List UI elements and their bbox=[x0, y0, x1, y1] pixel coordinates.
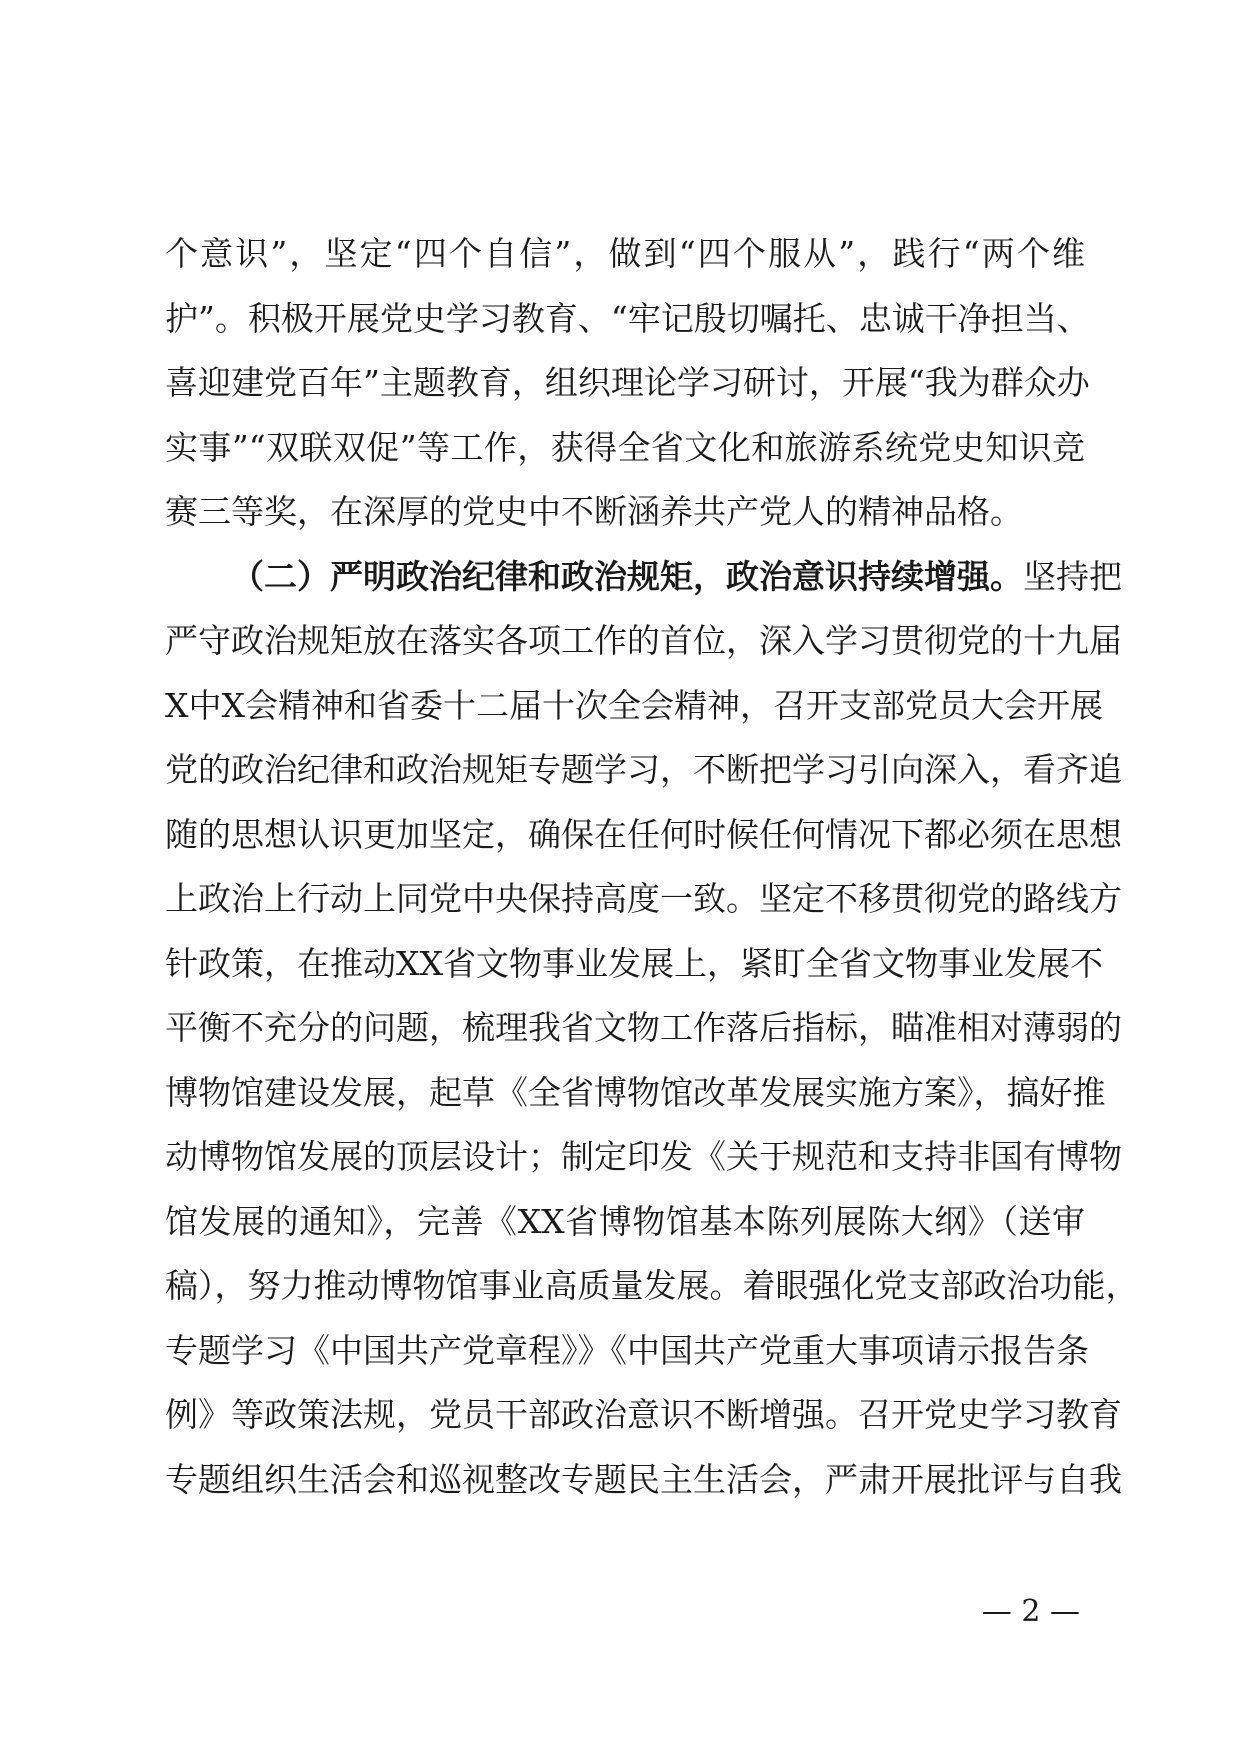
text-line: X中X会精神和省委十二届十次全会精神，召开支部党员大会开展 bbox=[165, 685, 1103, 725]
text-line: 个意识”，坚定“四个自信”，做到“四个服从”，践行“两个维 bbox=[165, 234, 1085, 273]
text-line: 党的政治纪律和政治规矩专题学习，不断把学习引向深入，看齐追 bbox=[165, 750, 1122, 789]
text-line: 上政治上行动上同党中央保持高度一致。坚定不移贯彻党的路线方 bbox=[165, 879, 1122, 918]
text-line: 针政策，在推动XX省文物事业发展上，紧盯全省文物事业发展不 bbox=[165, 943, 1103, 983]
text-line: 随的思想认识更加坚定，确保在任何时候任何情况下都必须在思想 bbox=[165, 814, 1122, 854]
text-line: 喜迎建党百年”主题教育，组织理论学习研讨，开展“我为群众办 bbox=[165, 363, 1090, 402]
text-line: 严守政治规矩放在落实各项工作的首位，深入学习贯彻党的十九届 bbox=[165, 621, 1122, 660]
text-line: 专题组织生活会和巡视整改专题民主生活会，严肃开展批评与自我 bbox=[165, 1459, 1122, 1499]
text-run: 坚持把 bbox=[1023, 556, 1122, 596]
document-body bbox=[165, 222, 1139, 1512]
text-line: 专题学习《中国共产党章程》》《中国共产党重大事项请示报告条 bbox=[165, 1330, 1089, 1370]
section-heading-line bbox=[165, 545, 1122, 610]
paragraph-1 bbox=[165, 222, 1090, 545]
text-line: 护”。积极开展党史学习教育、“牢记殷切嘱托、忠诚干净担当、 bbox=[165, 298, 1090, 338]
text-line: 例》等政策法规，党员干部政治意识不断增强。召开党史学习教育 bbox=[165, 1395, 1122, 1434]
page-number: — 2 — bbox=[981, 1594, 1080, 1629]
text-line: 实事”“双联双促”等工作，获得全省文化和旅游系统党史知识竞 bbox=[165, 427, 1085, 467]
text-line: 馆发展的通知》，完善《XX省博物馆基本陈列展陈大纲》（送审 bbox=[165, 1201, 1085, 1241]
text-line: 赛三等奖，在深厚的党史中不断涵养共产党人的精神品格。 bbox=[165, 492, 1023, 531]
text-line: 博物馆建设发展，起草《全省博物馆改革发展实施方案》，搞好推 bbox=[165, 1072, 1106, 1112]
text-line: 平衡不充分的问题，梳理我省文物工作落后指标，瞄准相对薄弱的 bbox=[165, 1008, 1122, 1047]
text-line: 稿），努力推动博物馆事业高质量发展。着眼强化党支部政治功能， bbox=[165, 1266, 1139, 1305]
section-heading: （二）严明政治纪律和政治规矩，政治意识持续增强。 bbox=[231, 556, 1023, 596]
text-line: 动博物馆发展的顶层设计；制定印发《关于规范和支持非国有博物 bbox=[165, 1137, 1122, 1176]
paragraph-2 bbox=[165, 545, 1139, 1513]
